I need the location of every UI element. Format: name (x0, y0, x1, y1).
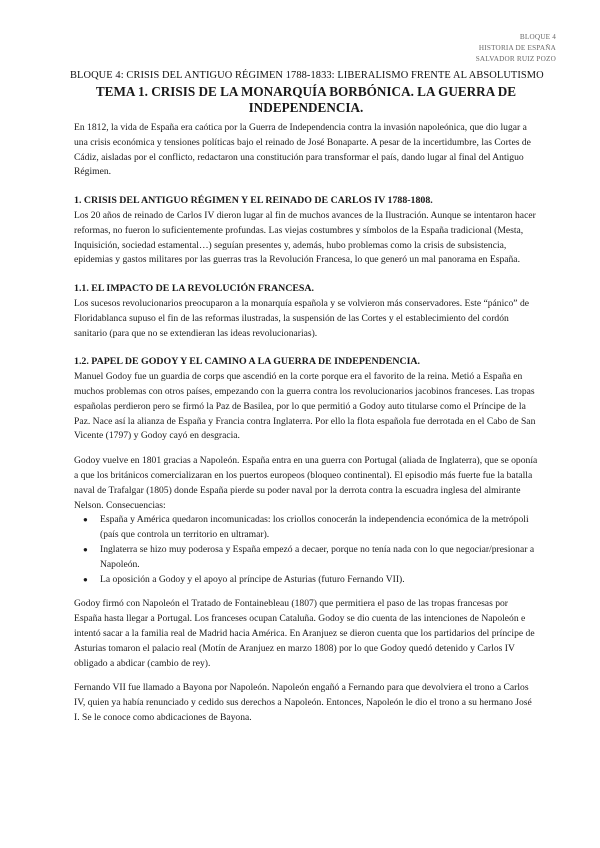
section-1-2-paragraph-4: Fernando VII fue llamado a Bayona por Napoleón. Napoleón engañó a Fernando para que devolviera el trono a Carlos IV, quien ya había renunciado y cedido sus derechos a Napoleón. Entonces, Napoleón le dio el trono a su hermano José I. Se le conoce como abdicaciones de Bayona. (74, 682, 532, 723)
tema-title: TEMA 1. CRISIS DE LA MONARQUÍA BORBÓNICA. LA GUERRA DE INDEPENDENCIA. (95, 84, 517, 115)
section-1-1-heading: 1.1. EL IMPACTO DE LA REVOLUCIÓN FRANCESA. (74, 283, 315, 295)
section-1-1-text: Los sucesos revolucionarios preocuparon a la monarquía española y se volvieron más conservadores. Este “pánico” de Floridablanca supuso el fin de las reformas ilustradas, la suspensión de las Cortes y el establecimiento del cordón sanitario (para que no se extendieran las ideas revolucionarias). (74, 297, 530, 339)
list-item: ● España y América quedaron incomunicadas: los criollos conocerán la independencia económica de la metrópoli (país que controla un territorio en ultramar). (100, 513, 538, 543)
section-1-2-heading: 1.2. PAPEL DE GODOY Y EL CAMINO A LA GUERRA DE INDEPENDENCIA. (74, 356, 421, 368)
list-item: ● Inglaterra se hizo muy poderosa y España empezó a decaer, porque no tenía nada con lo que negociar/presionar a Napoleón. (100, 543, 538, 573)
section-1-text: Los 20 años de reinado de Carlos IV dieron lugar al fin de muchos avances de la Ilustración. Aunque se intentaron hacer reformas, no fueron lo suficientemente profundas. Las viejas costumbres y símbolos de la España tradicional (Mesta, Inquisición, sociedad estamental…) seguían presentes y, además, hubo problemas como la crisis de subsistencia, epidemias y gastos militares por las guerras tras la Revolución Francesa, lo que generó un mal panorama en España. (74, 209, 536, 266)
document-body (70, 70, 544, 726)
section-1-2-paragraph-3: Godoy firmó con Napoleón el Tratado de Fontainebleau (1807) que permitiera el paso de las tropas francesas por España hasta llegar a Portugal. Los franceses ocupan Cataluña. Godoy se dio cuenta de las intenciones de Napoleón e intentó sacar a la familia real de Madrid hacia América. En Aranjuez se dieron cuenta que los partidarios del príncipe de Asturias tomaron el palacio real (Motín de Aranjuez en marzo 1808) por lo que Godoy quedó detenido y Carlos IV obligado a abdicar (cambio de rey). (74, 598, 535, 669)
corner-bloque: BLOQUE 4 (519, 33, 556, 41)
consequences-list (100, 513, 538, 587)
corner-subject: HISTORIA DE ESPAÑA (478, 44, 556, 52)
intro-paragraph: En 1812, la vida de España era caótica por la Guerra de Independencia contra la invasión napoleónica, que dio lugar a una crisis económica y tensiones políticas bajo el reinado de José Bonaparte. A pesar de la incertidumbre, las Cortes de Cádiz, aisladas por el conflicto, redactaron una constitución para transformar el país, dando lugar al final del Antiguo Régimen. (74, 122, 531, 178)
corner-author: SALVADOR RUIZ POZO (475, 55, 556, 63)
section-1-2-paragraph-1: Manuel Godoy fue un guardia de corps que ascendió en la corte porque era el favorito de la reina. Metió a España en muchos problemas con otros países, empezando con la guerra contra los revolucionarios jacobinos franceses. Las tropas españolas perdieron pero se firmó la Paz de Basilea, por lo que permitió a Godoy auto titularse como el Príncipe de la Paz. Nace así la alianza de España y Francia contra Inglaterra. Por ello la flota española fue derrotada en el Cabo de San Vicente (1797) y Godoy cayó en desgracia. (74, 371, 536, 442)
section-1-2-paragraph-2: Godoy vuelve en 1801 gracias a Napoleón. España entra en una guerra con Portugal (aliada de Inglaterra), que se oponía a que los británicos comercializaran en los puertos europeos (bloqueo continental). El episodio más fuerte fue la batalla naval de Trafalgar (1805) donde España pierde su poder naval por la derrota contra la escuadra inglesa del almirante Nelson. Consecuencias: (74, 455, 538, 511)
bloque-title: BLOQUE 4: CRISIS DEL ANTIGUO RÉGIMEN 1788-1833: LIBERALISMO FRENTE AL ABSOLUTISMO (70, 70, 544, 81)
list-item: ● La oposición a Godoy y el apoyo al príncipe de Asturias (futuro Fernando VII). (100, 573, 538, 588)
section-1-heading: 1. CRISIS DEL ANTIGUO RÉGIMEN Y EL REINADO DE CARLOS IV 1788-1808. (74, 195, 433, 207)
page-corner-header (476, 32, 556, 65)
